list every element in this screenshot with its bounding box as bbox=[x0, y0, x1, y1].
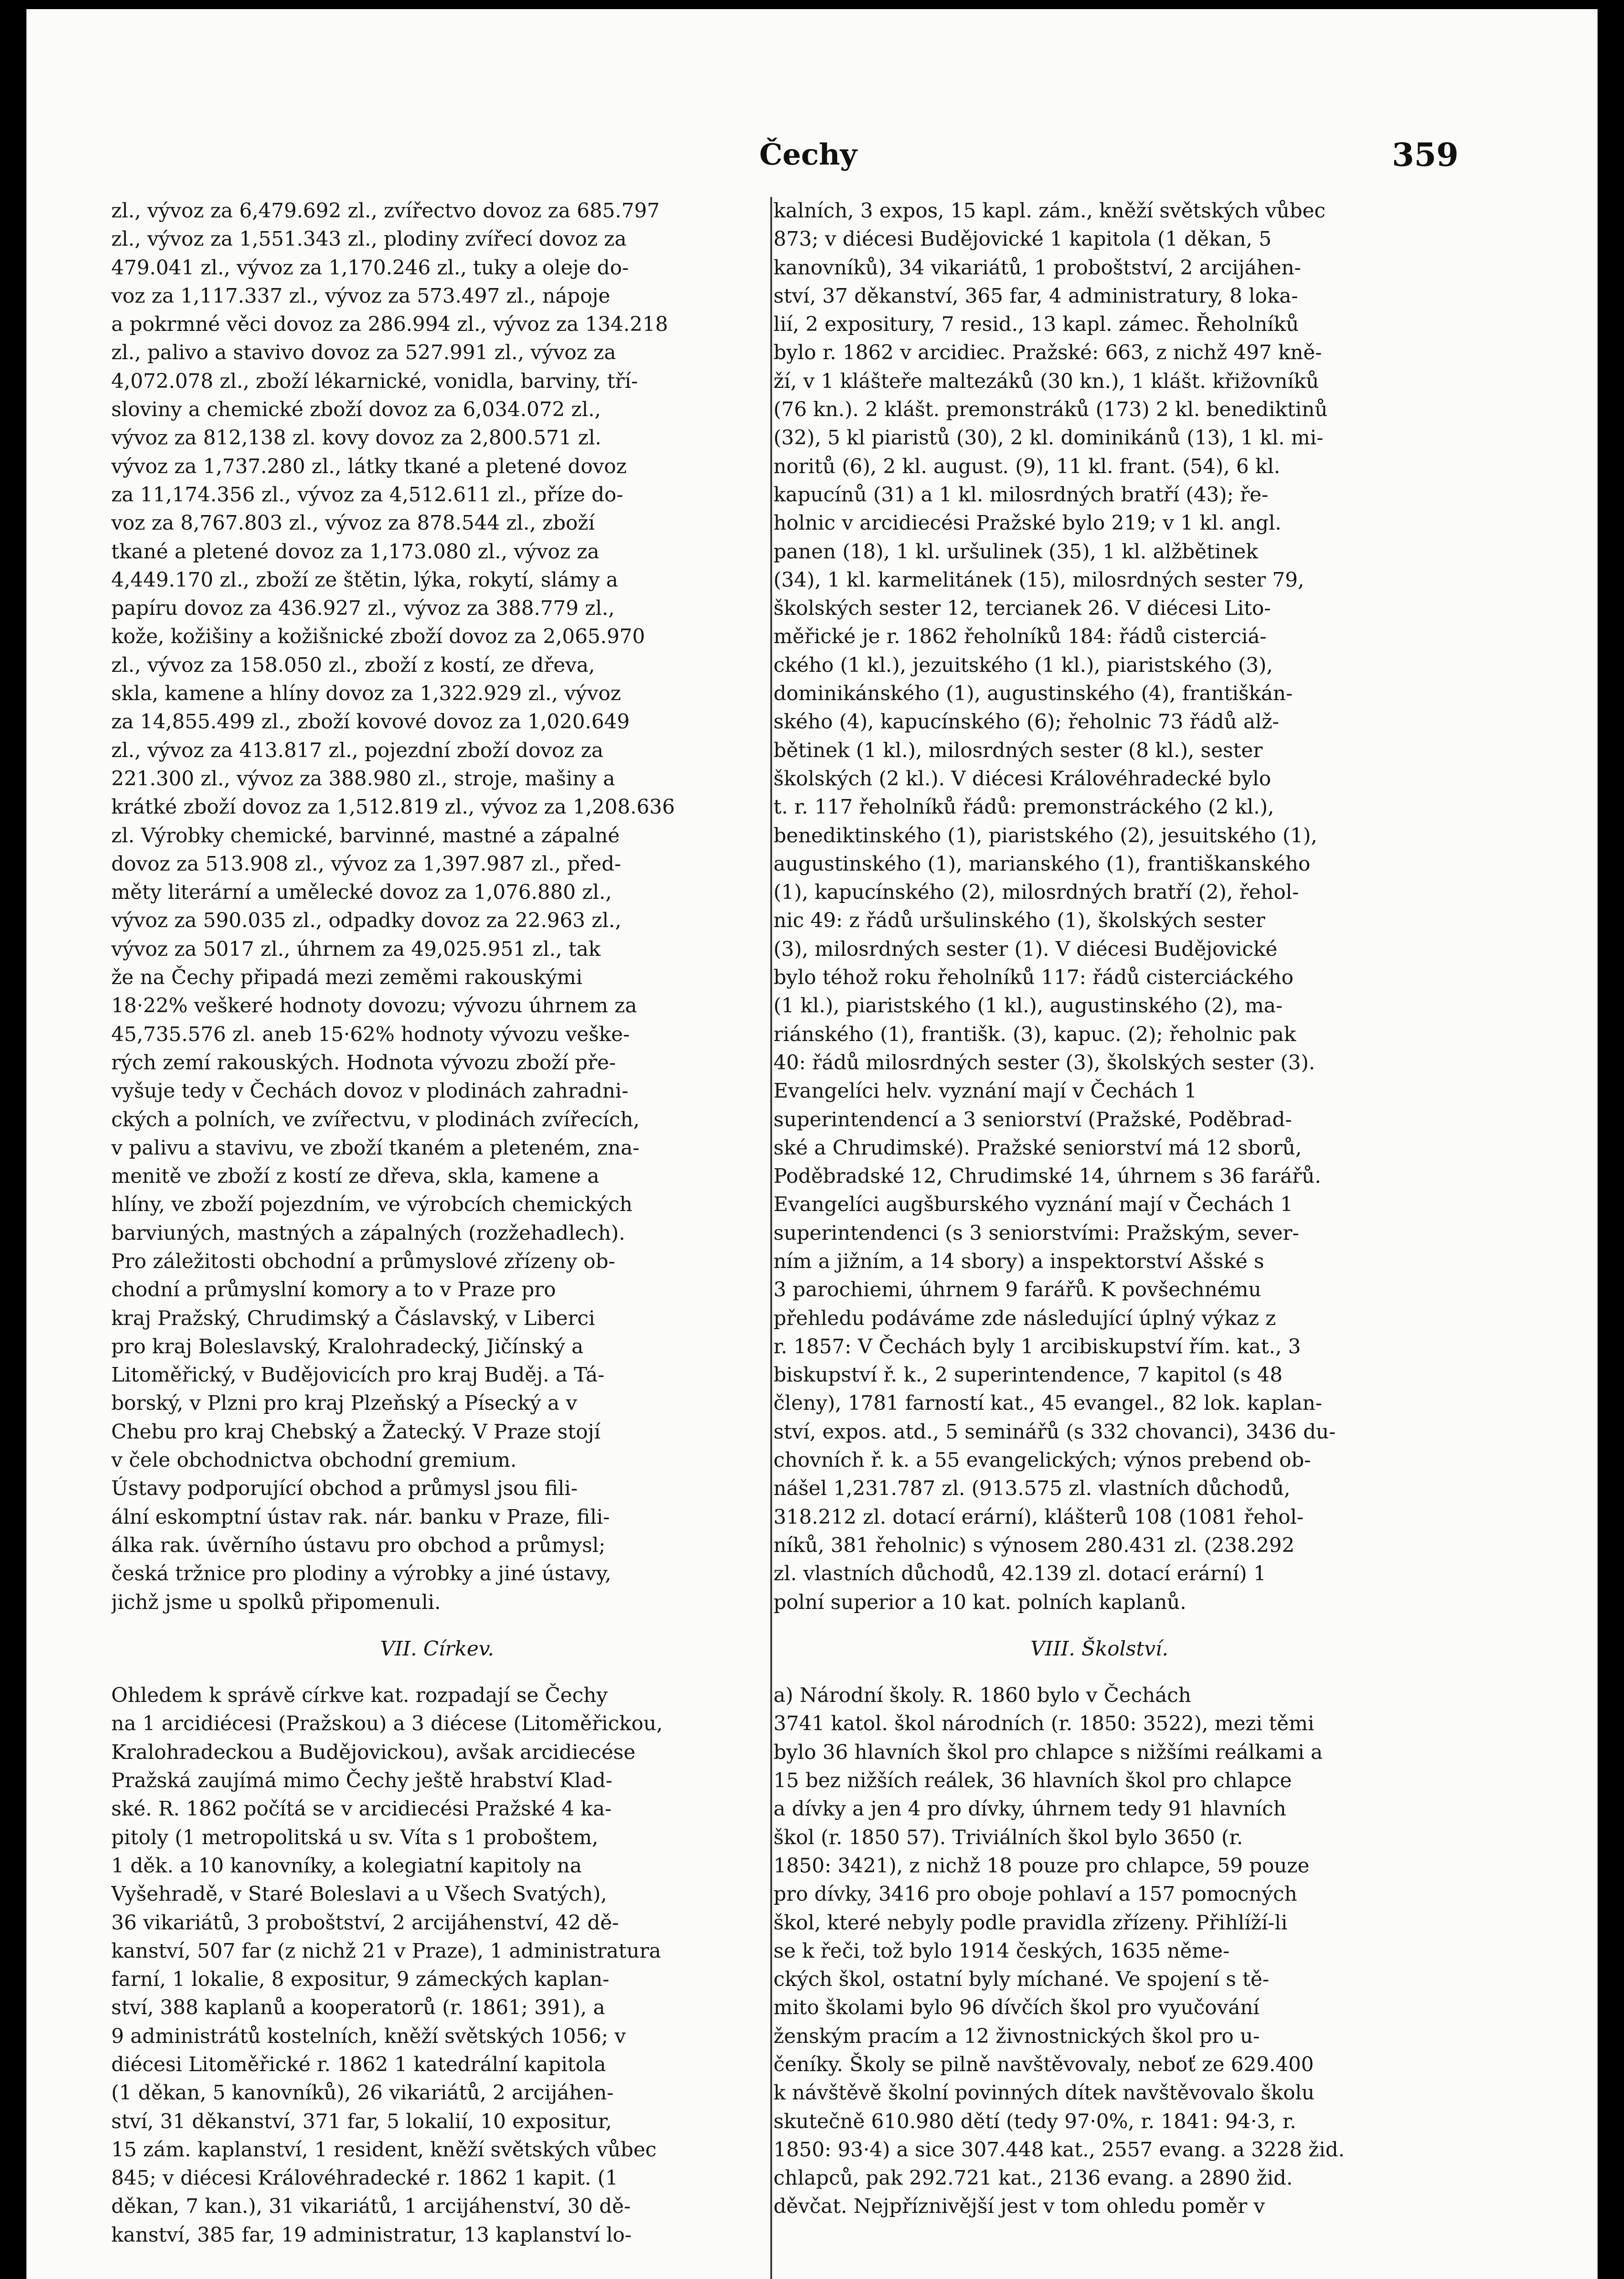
text-line: 15 zám. kaplanství, 1 resident, kněží světských vůbec bbox=[111, 2138, 657, 2161]
text-line: (1), kapucínského (2), milosrdných bratří (2), řehol- bbox=[773, 881, 1299, 904]
text-line: 479.041 zl., vývoz za 1,170.246 zl., tuky a oleje do- bbox=[111, 256, 629, 279]
left-para-institutions bbox=[111, 1475, 763, 1616]
text-line: česká tržnice pro plodiny a výrobky a jiné ústavy, bbox=[111, 1562, 612, 1586]
text-line: lií, 2 expositury, 7 resid., 13 kapl. zámec. Řeholníků bbox=[773, 313, 1299, 336]
text-line: kraj Pražský, Chrudimský a Čáslavský, v Liberci bbox=[111, 1306, 595, 1330]
page-number: 359 bbox=[1392, 136, 1459, 174]
text-line: papíru dovoz za 436.927 zl., vývoz za 388.779 zl., bbox=[111, 597, 615, 620]
text-line: škol, které nebyly podle pravidla zřízeny. Přihlíží-li bbox=[773, 1911, 1288, 1934]
text-line: 1 děk. a 10 kanovníky, a kolegiatní kapitoly na bbox=[111, 1854, 582, 1877]
right-para-evangelic bbox=[773, 1077, 1425, 1617]
text-line: Pro záležitosti obchodní a průmyslové zřízeny ob- bbox=[111, 1249, 615, 1273]
text-line: Vyšehradě, v Staré Boleslavi a u Všech Svatých), bbox=[111, 1882, 607, 1906]
text-line: ství, expos. atd., 5 seminářů (s 332 chovanci), 3436 du- bbox=[773, 1420, 1336, 1444]
text-line: hlíny, ve zboží pojezdním, ve výrobcích chemických bbox=[111, 1193, 633, 1217]
text-line: bylo r. 1862 v arcidiec. Pražské: 663, z nichž 497 kně- bbox=[773, 341, 1322, 365]
text-line: ství, 37 děkanství, 365 far, 4 administratury, 8 loka- bbox=[773, 284, 1298, 308]
text-line: ského (4), kapucínského (6); řeholnic 73 řádů alž- bbox=[773, 710, 1279, 734]
text-line: děvčat. Nejpříznivější jest v tom ohledu poměr v bbox=[773, 2195, 1265, 2218]
text-line: a) Národní školy. R. 1860 bylo v Čechách bbox=[773, 1684, 1191, 1707]
text-line: v čele obchodnictva obchodní gremium. bbox=[111, 1449, 517, 1472]
text-line: skla, kamene a hlíny dovoz za 1,322.929 zl., vývoz bbox=[111, 682, 621, 706]
text-line: jichž jsme u spolků připomenuli. bbox=[111, 1590, 441, 1614]
text-line: sloviny a chemické zboží dovoz za 6,034.072 zl., bbox=[111, 398, 601, 422]
text-line: tkané a pletené dovoz za 1,173.080 zl., vývoz za bbox=[111, 540, 599, 563]
text-line: k návštěvě školní povinných dítek navštěvovalo školu bbox=[773, 2081, 1315, 2105]
text-line: ství, 31 děkanství, 371 far, 5 lokalií, 10 expositur, bbox=[111, 2109, 612, 2133]
section-heading-schools: VIII. Školství. bbox=[1030, 1637, 1169, 1660]
text-line: superintendenci (s 3 seniorstvími: Pražským, sever- bbox=[773, 1221, 1299, 1245]
right-para-schools bbox=[773, 1681, 1425, 2221]
text-line: vývoz za 812,138 zl. kovy dovoz za 2,800.571 zl. bbox=[111, 426, 602, 450]
text-line: přehledu podáváme zde následující úplný výkaz z bbox=[773, 1306, 1276, 1330]
text-line: kanství, 507 far (z nichž 21 v Praze), 1 administratura bbox=[111, 1939, 661, 1963]
text-line: krátké zboží dovoz za 1,512.819 zl., vývoz za 1,208.636 bbox=[111, 795, 675, 819]
text-line: vývoz za 1,737.280 zl., látky tkané a pletené dovoz bbox=[111, 454, 627, 478]
text-line: škol (r. 1850 57). Triviálních škol bylo 3650 (r. bbox=[773, 1825, 1243, 1849]
text-line: čeníky. Školy se pilně navštěvovaly, neboť ze 629.400 bbox=[773, 2053, 1314, 2076]
text-line: ckých škol, ostatní byly míchané. Ve spojení s tě- bbox=[773, 1968, 1269, 1991]
text-line: superintendencí a 3 seniorství (Pražské, Poděbrad- bbox=[773, 1108, 1292, 1131]
text-line: ckých a polních, ve zvířectvu, v plodinách zvířecích, bbox=[111, 1108, 640, 1131]
text-line: kanství, 385 far, 19 administratur, 13 kaplanství lo- bbox=[111, 2223, 632, 2247]
text-line: Litoměřický, v Budějovicích pro kraj Buděj. a Tá- bbox=[111, 1363, 605, 1387]
text-line: na 1 arcidiécesi (Pražskou) a 3 diécese (Litoměřickou, bbox=[111, 1712, 663, 1736]
text-line: rých zemí rakouských. Hodnota vývozu zboží pře- bbox=[111, 1051, 616, 1074]
text-line: kalních, 3 expos, 15 kapl. zám., kněží světských vůbec bbox=[773, 199, 1326, 222]
left-column bbox=[111, 197, 763, 2279]
text-line: zl., vývoz za 158.050 zl., zboží z kostí, ze dřeva, bbox=[111, 653, 595, 677]
text-line: 3741 katol. škol národních (r. 1850: 3522), mezi těmi bbox=[773, 1712, 1315, 1736]
text-line: vyšuje tedy v Čechách dovoz v plodinách zahradni- bbox=[111, 1079, 629, 1103]
text-line: riánského (1), františk. (3), kapuc. (2); řeholnic pak bbox=[773, 1022, 1296, 1046]
text-line: benediktinského (1), piaristského (2), jesuitského (1), bbox=[773, 824, 1317, 847]
text-line: vývoz za 5017 zl., úhrnem za 49,025.951 zl., tak bbox=[111, 937, 601, 961]
text-line: barviuných, mastných a zápalných (rozžehadlech). bbox=[111, 1221, 625, 1245]
text-line: 36 vikariátů, 3 proboštství, 2 arcijáhenství, 42 dě- bbox=[111, 1911, 619, 1934]
text-line: ské. R. 1862 počítá se v arcidiecési Pražské 4 ka- bbox=[111, 1797, 612, 1821]
text-line: zl. vlastních důchodů, 42.139 zl. dotací erární) 1 bbox=[773, 1562, 1266, 1586]
left-para-trade bbox=[111, 197, 763, 1475]
text-line: měty literární a umělecké dovoz za 1,076.880 zl., bbox=[111, 881, 612, 904]
section-heading-church: VII. Církev. bbox=[380, 1637, 494, 1660]
text-line: nic 49: z řádů uršulinského (1), školských sester bbox=[773, 909, 1265, 933]
text-line: 1850: 3421), z nichž 18 pouze pro chlapce, 59 pouze bbox=[773, 1854, 1310, 1877]
text-line: zl., vývoz za 1,551.343 zl., plodiny zvířecí dovoz za bbox=[111, 227, 627, 251]
text-line: (1 děkan, 5 kanovníků), 26 vikariátů, 2 arcijáhen- bbox=[111, 2081, 614, 2105]
text-line: holnic v arcidiecési Pražské bylo 219; v 1 kl. angl. bbox=[773, 511, 1282, 535]
text-line: kože, kožišiny a kožišnické zboží dovoz za 2,065.970 bbox=[111, 625, 645, 649]
text-line: pitoly (1 metropolitská u sv. Víta s 1 proboštem, bbox=[111, 1825, 598, 1849]
text-line: Poděbradské 12, Chrudimské 14, úhrnem s 36 farářů. bbox=[773, 1165, 1321, 1188]
text-line: zl., palivo a stavivo dovoz za 527.991 zl., vývoz za bbox=[111, 341, 616, 365]
text-line: menitě ve zboží z kostí ze dřeva, skla, kamene a bbox=[111, 1165, 599, 1188]
text-line: Ústavy podporující obchod a průmysl jsou fili- bbox=[111, 1477, 578, 1500]
text-line: za 11,174.356 zl., vývoz za 4,512.611 zl., příze do- bbox=[111, 483, 624, 506]
running-title: Čechy bbox=[759, 138, 857, 172]
text-line: ální eskomptní ústav rak. nár. banku v Praze, fili- bbox=[111, 1505, 610, 1529]
text-line: členy), 1781 farností kat., 45 evangel., 82 lok. kaplan- bbox=[773, 1392, 1322, 1415]
text-line: diécesi Litoměřické r. 1862 1 katedrální kapitola bbox=[111, 2053, 606, 2076]
left-para-church bbox=[111, 1681, 763, 2249]
text-line: školských sester 12, tercianek 26. V diécesi Lito- bbox=[773, 597, 1271, 620]
text-line: álka rak. úvěrního ústavu pro obchod a průmysl; bbox=[111, 1533, 606, 1557]
text-line: voz za 8,767.803 zl., vývoz za 878.544 zl., zboží bbox=[111, 511, 595, 535]
text-line: 221.300 zl., vývoz za 388.980 zl., stroje, mašiny a bbox=[111, 767, 615, 790]
text-line: 845; v diécesi Královéhradecké r. 1862 1 kapit. (1 bbox=[111, 2166, 619, 2190]
text-line: dominikánského (1), augustinského (4), františkán- bbox=[773, 682, 1293, 706]
text-line: borský, v Plzni pro kraj Plzeňský a Písecký a v bbox=[111, 1392, 577, 1415]
text-line: Pražská zaujímá mimo Čechy ještě hrabství Klad- bbox=[111, 1769, 613, 1793]
text-line: farní, 1 lokalie, 8 expositur, 9 zámeckých kaplan- bbox=[111, 1968, 609, 1991]
text-line: že na Čechy připadá mezi zeměmi rakouskými bbox=[111, 966, 583, 990]
text-line: chlapců, pak 292.721 kat., 2136 evang. a 2890 žid. bbox=[773, 2166, 1293, 2190]
text-line: (34), 1 kl. karmelitánek (15), milosrdných sester 79, bbox=[773, 568, 1304, 592]
text-line: polní superior a 10 kat. polních kaplanů. bbox=[773, 1590, 1186, 1614]
text-line: děkan, 7 kan.), 31 vikariátů, 1 arcijáhenství, 30 dě- bbox=[111, 2195, 631, 2218]
text-line: ženským pracím a 12 živnostnických škol pro u- bbox=[773, 2024, 1260, 2048]
text-line: 45,735.576 zl. aneb 15·62% hodnoty vývozu veške- bbox=[111, 1022, 630, 1046]
text-line: ckého (1 kl.), jezuitského (1 kl.), piaristského (3), bbox=[773, 653, 1273, 677]
text-line: panen (18), 1 kl. uršulinek (35), 1 kl. alžbětinek bbox=[773, 540, 1258, 563]
text-line: pro dívky, 3416 pro oboje pohlaví a 157 pomocných bbox=[773, 1882, 1297, 1906]
text-line: Kralohradeckou a Budějovickou), avšak arcidiecése bbox=[111, 1740, 636, 1764]
text-line: ství, 388 kaplanů a kooperatorů (r. 1861; 391), a bbox=[111, 1996, 605, 2020]
text-line: ží, v 1 klášteře maltezáků (30 kn.), 1 klášt. křižovníků bbox=[773, 369, 1319, 393]
text-line: Ohledem k správě církve kat. rozpadají se Čechy bbox=[111, 1684, 608, 1707]
text-line: školských (2 kl.). V diécesi Královéhradecké bylo bbox=[773, 767, 1271, 790]
text-line: bylo 36 hlavních škol pro chlapce s nižšími reálkami a bbox=[773, 1740, 1323, 1764]
text-line: 4,449.170 zl., zboží ze štětin, lýka, rokytí, slámy a bbox=[111, 568, 619, 592]
text-line: 318.212 zl. dotací erární), klášterů 108 (1081 řehol- bbox=[773, 1505, 1304, 1529]
right-para-orders bbox=[773, 197, 1425, 1077]
text-line: níků, 381 řeholnic) s výnosem 280.431 zl. (238.292 bbox=[773, 1533, 1295, 1557]
right-column bbox=[773, 197, 1425, 2279]
text-line: vývoz za 590.035 zl., odpadky dovoz za 22.963 zl., bbox=[111, 909, 622, 933]
text-line: za 14,855.499 zl., zboží kovové dovoz za 1,020.649 bbox=[111, 710, 630, 734]
text-line: bětinek (1 kl.), milosrdných sester (8 kl.), sester bbox=[773, 738, 1263, 762]
text-line: (3), milosrdných sester (1). V diécesi Budějovické bbox=[773, 937, 1278, 961]
text-line: 873; v diécesi Budějovické 1 kapitola (1 děkan, 5 bbox=[773, 227, 1272, 251]
text-line: zl., vývoz za 413.817 zl., pojezdní zboží dovoz za bbox=[111, 738, 603, 762]
text-line: 18·22% veškeré hodnoty dovozu; vývozu úhrnem za bbox=[111, 994, 637, 1018]
text-line: 3 parochiemi, úhrnem 9 farářů. K povšechnému bbox=[773, 1278, 1262, 1302]
text-line: bylo téhož roku řeholníků 117: řádů cisterciáckého bbox=[773, 966, 1294, 990]
text-line: pro kraj Boleslavský, Kralohradecký, Jičínský a bbox=[111, 1335, 584, 1358]
text-line: augustinského (1), marianského (1), františkanského bbox=[773, 852, 1310, 876]
text-line: r. 1857: V Čechách byly 1 arcibiskupství řím. kat., 3 bbox=[773, 1335, 1301, 1358]
text-line: dovoz za 513.908 zl., vývoz za 1,397.987 zl., před- bbox=[111, 852, 621, 876]
text-line: chodní a průmyslní komory a to v Praze pro bbox=[111, 1278, 556, 1302]
text-line: ním a jižním, a 14 sbory) a inspektorství Ašské s bbox=[773, 1249, 1264, 1273]
text-line: 9 administrátů kostelních, kněží světských 1056; v bbox=[111, 2024, 626, 2048]
text-line: ské a Chrudimské). Pražské seniorství má 12 sborů, bbox=[773, 1136, 1302, 1160]
text-line: t. r. 117 řeholníků řádů: premonstráckého (2 kl.), bbox=[773, 795, 1274, 819]
text-line: se k řeči, tož bylo 1914 českých, 1635 něme- bbox=[773, 1939, 1230, 1963]
text-line: voz za 1,117.337 zl., vývoz za 573.497 zl., nápoje bbox=[111, 284, 610, 308]
text-line: měřické je r. 1862 řeholníků 184: řádů cisterciá- bbox=[773, 625, 1267, 649]
text-line: kanovníků), 34 vikariátů, 1 proboštství, 2 arcijáhen- bbox=[773, 256, 1301, 279]
text-line: 1850: 93·4) a sice 307.448 kat., 2557 evang. a 3228 žid. bbox=[773, 2138, 1345, 2161]
column-divider bbox=[770, 197, 772, 2279]
text-line: zl. Výrobky chemické, barvinné, mastné a zápalné bbox=[111, 824, 620, 847]
text-line: Chebu pro kraj Chebský a Žatecký. V Praze stojí bbox=[111, 1420, 601, 1444]
text-line: nášel 1,231.787 zl. (913.575 zl. vlastních důchodů, bbox=[773, 1477, 1290, 1500]
text-line: skutečně 610.980 dětí (tedy 97·0%, r. 1841: 94·3, r. bbox=[773, 2109, 1296, 2133]
text-line: noritů (6), 2 kl. august. (9), 11 kl. frant. (54), 6 kl. bbox=[773, 454, 1280, 478]
text-line: v palivu a stavivu, ve zboží tkaném a pleteném, zna- bbox=[111, 1136, 639, 1160]
text-line: 4,072.078 zl., zboží lékarnické, vonidla, barviny, tří- bbox=[111, 369, 638, 393]
text-line: a pokrmné věci dovoz za 286.994 zl., vývoz za 134.218 bbox=[111, 313, 668, 336]
text-line: biskupství ř. k., 2 superintendence, 7 kapitol (s 48 bbox=[773, 1363, 1283, 1387]
text-line: chovních ř. k. a 55 evangelických; výnos prebend ob- bbox=[773, 1449, 1311, 1472]
text-line: zl., vývoz za 6,479.692 zl., zvířectvo dovoz za 685.797 bbox=[111, 199, 660, 222]
text-line: 15 bez nižších reálek, 36 hlavních škol pro chlapce bbox=[773, 1769, 1292, 1793]
text-line: mito školami bylo 96 dívčích škol pro vyučování bbox=[773, 1996, 1260, 2020]
text-line: (32), 5 kl piaristů (30), 2 kl. dominikánů (13), 1 kl. mi- bbox=[773, 426, 1324, 450]
text-line: kapucínů (31) a 1 kl. milosrdných bratří (43); ře- bbox=[773, 483, 1268, 506]
text-line: (76 kn.). 2 klášt. premonstráků (173) 2 kl. benediktinů bbox=[773, 398, 1328, 422]
text-line: Evangelíci helv. vyznání mají v Čechách 1 bbox=[773, 1079, 1197, 1103]
text-line: Evangelíci augšburského vyznání mají v Čechách 1 bbox=[773, 1193, 1293, 1217]
text-line: 40: řádů milosrdných sester (3), školských sester (3). bbox=[773, 1051, 1315, 1074]
text-line: (1 kl.), piaristského (1 kl.), augustinského (2), ma- bbox=[773, 994, 1283, 1018]
text-line: a dívky a jen 4 pro dívky, úhrnem tedy 91 hlavních bbox=[773, 1797, 1286, 1821]
